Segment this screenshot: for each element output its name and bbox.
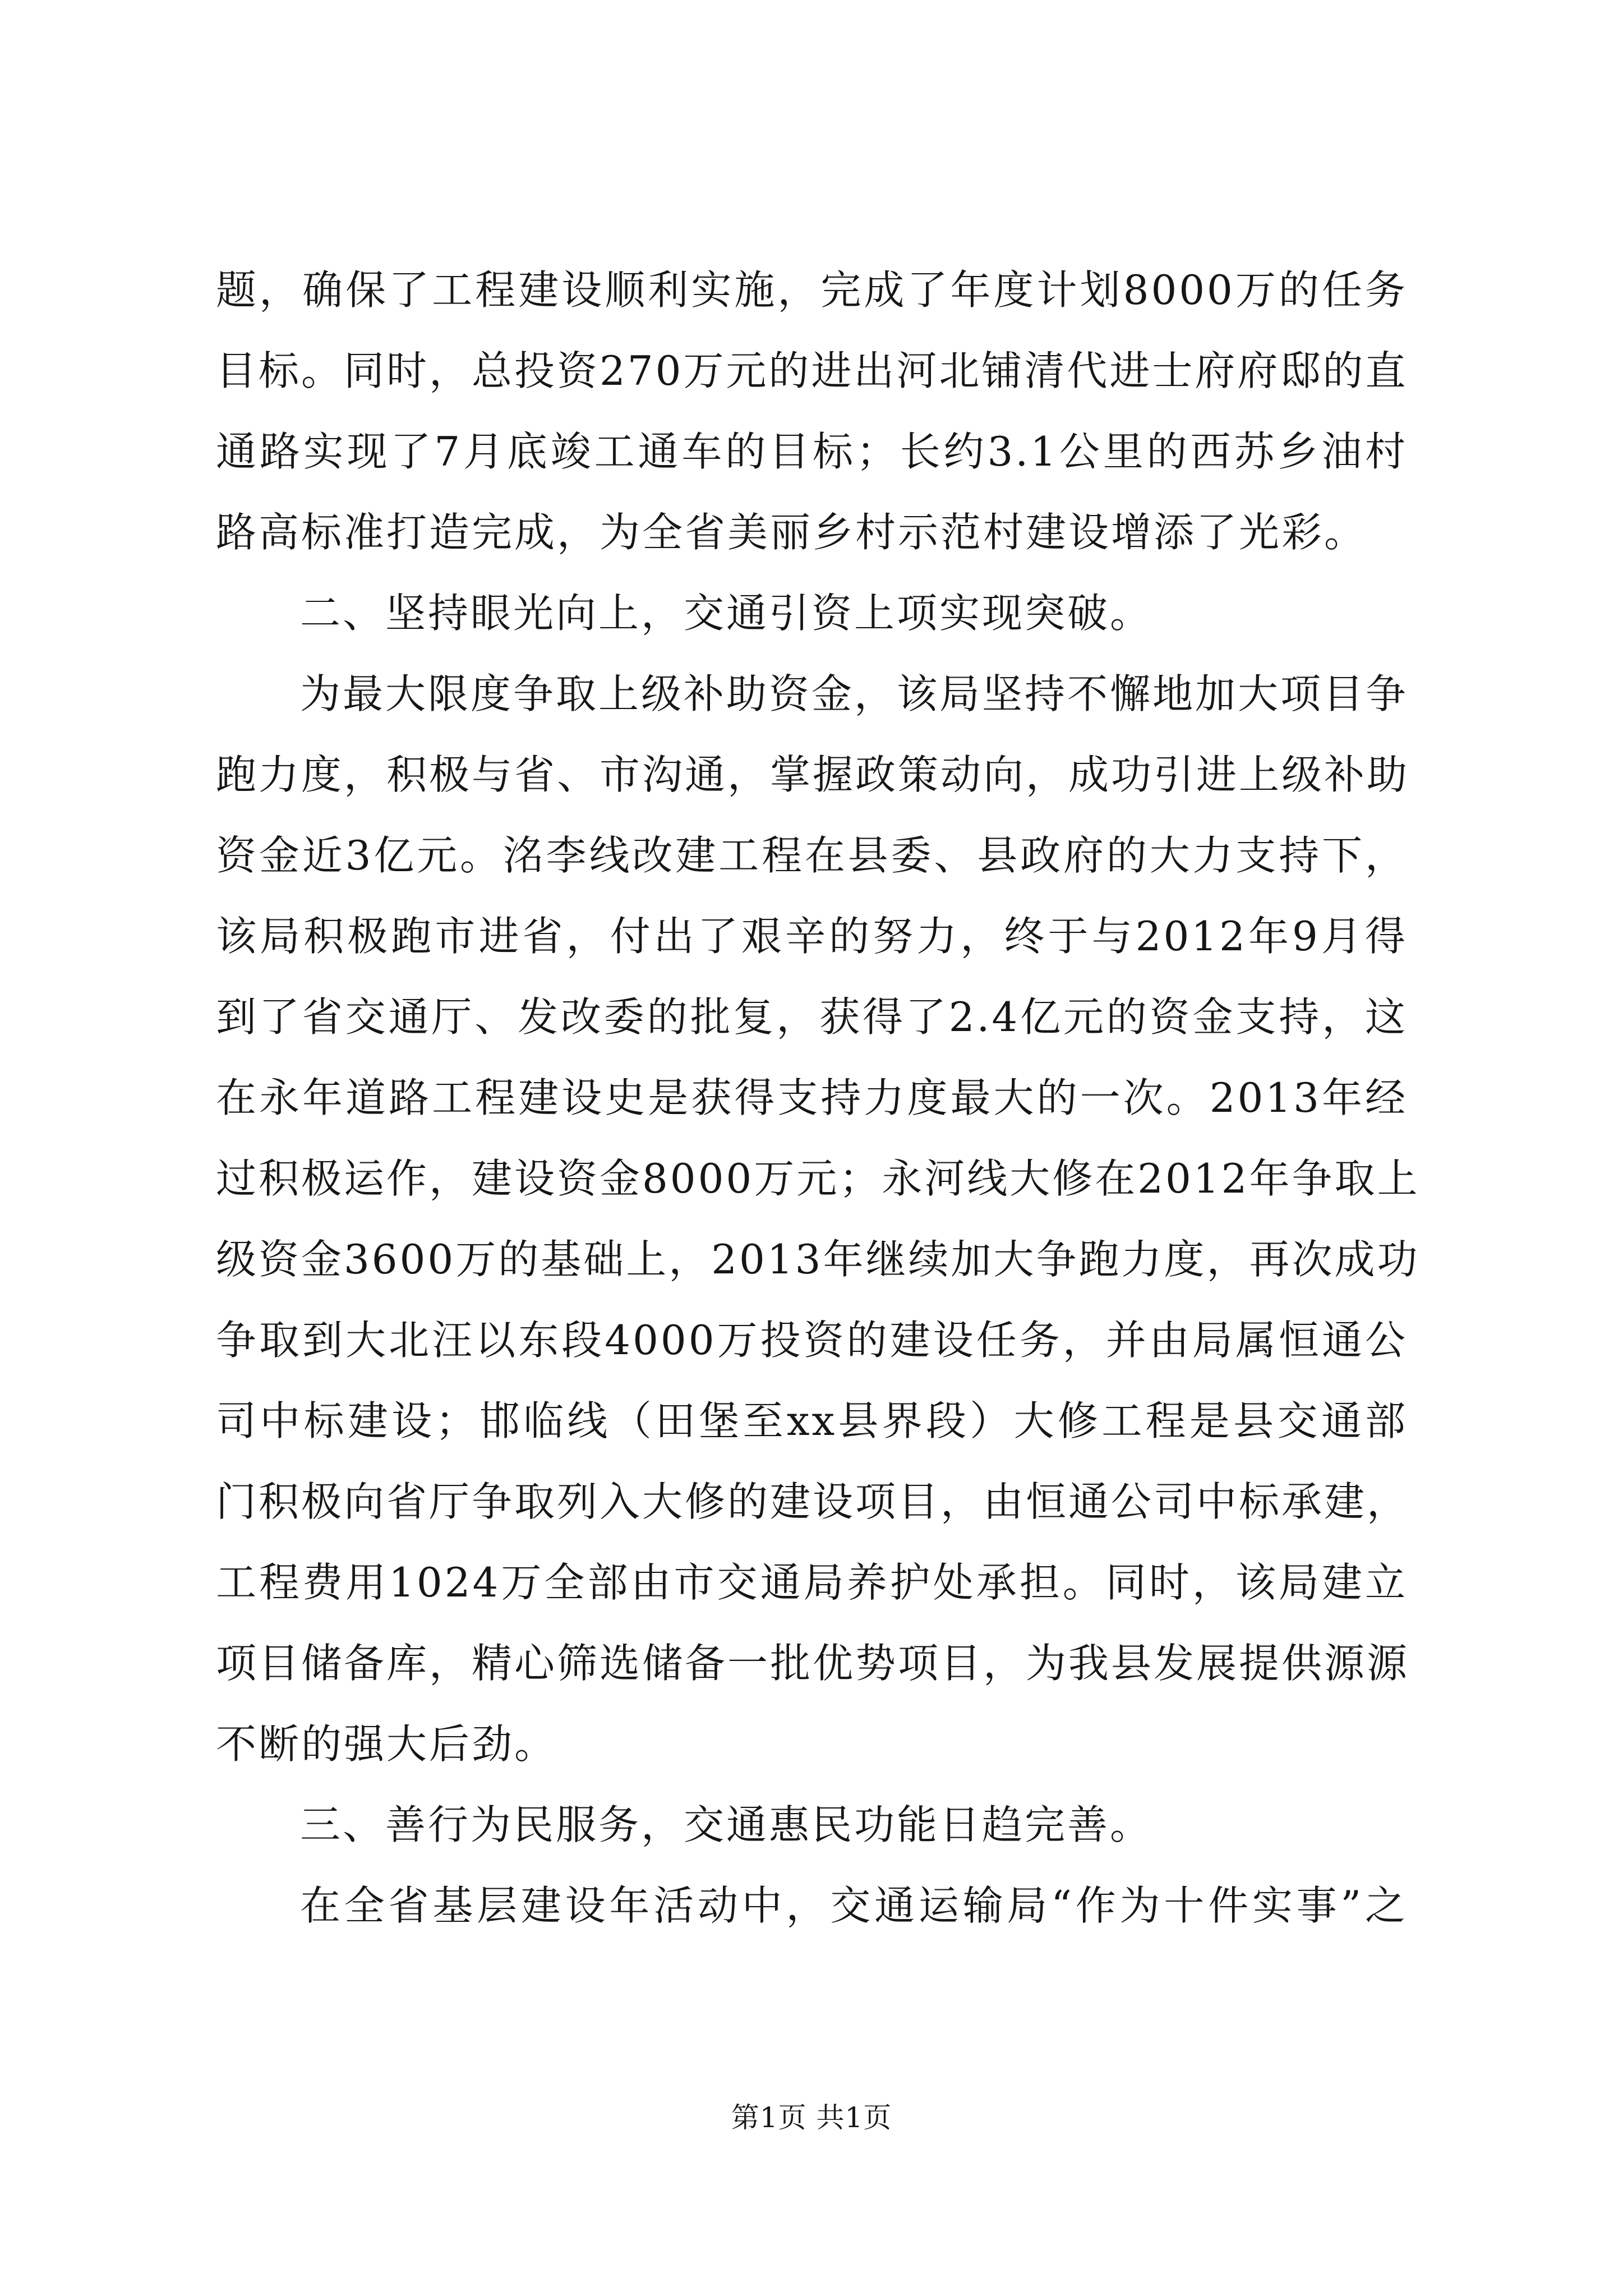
document-body <box>216 250 1420 1946</box>
paragraph-last-line: 路高标准打造完成，为全省美丽乡村示范村建设增添了光彩。 <box>216 509 1367 556</box>
text-line: 争取到大北汪以东段4000万投资的建设任务，并由局属恒通公 <box>216 1317 1408 1364</box>
paragraph-first-line: 在全省基层建设年活动中，交通运输局“作为十件实事”之 <box>300 1882 1408 1929</box>
text-line: 通路实现了7月底竣工通车的目标；长约3.1公里的西苏乡油村 <box>216 428 1408 475</box>
text-line: 目标。同时，总投资270万元的进出河北铺清代进士府府邸的直 <box>216 347 1408 394</box>
text-line: 工程费用1024万全部由市交通局养护处承担。同时，该局建立 <box>216 1559 1408 1606</box>
text-line: 过积极运作，建设资金8000万元；永河线大修在2012年争取上 <box>216 1155 1420 1202</box>
text-line: 该局积极跑市进省，付出了艰辛的努力，终于与2012年9月得 <box>216 913 1408 960</box>
text-line: 跑力度，积极与省、市沟通，掌握政策动向，成功引进上级补助 <box>216 751 1410 798</box>
paragraph-last-line: 不断的强大后劲。 <box>216 1720 557 1768</box>
text-line: 门积极向省厅争取列入大修的建设项目，由恒通公司中标承建， <box>216 1478 1410 1525</box>
text-line: 项目储备库，精心筛选储备一批优势项目，为我县发展提供源源 <box>216 1640 1410 1687</box>
page-footer: 第1页 共1页 <box>731 2101 892 2134</box>
text-line: 资金近3亿元。洺李线改建工程在县委、县政府的大力支持下， <box>216 832 1408 879</box>
section-heading: 二、坚持眼光向上，交通引资上项实现突破。 <box>300 590 1153 637</box>
text-line: 在永年道路工程建设史是获得支持力度最大的一次。2013年经 <box>216 1074 1408 1121</box>
paragraph-first-line: 为最大限度争取上级补助资金，该局坚持不懈地加大项目争 <box>300 670 1409 717</box>
text-line: 到了省交通厅、发改委的批复，获得了2.4亿元的资金支持，这 <box>216 993 1408 1041</box>
text-line: 题，确保了工程建设顺利实施，完成了年度计划8000万的任务 <box>216 266 1408 314</box>
text-line: 司中标建设；邯临线（田堡至xx县界段）大修工程是县交通部 <box>216 1397 1408 1444</box>
text-line: 级资金3600万的基础上，2013年继续加大争跑力度，再次成功 <box>216 1236 1420 1283</box>
section-heading: 三、善行为民服务，交通惠民功能日趋完善。 <box>300 1801 1153 1848</box>
